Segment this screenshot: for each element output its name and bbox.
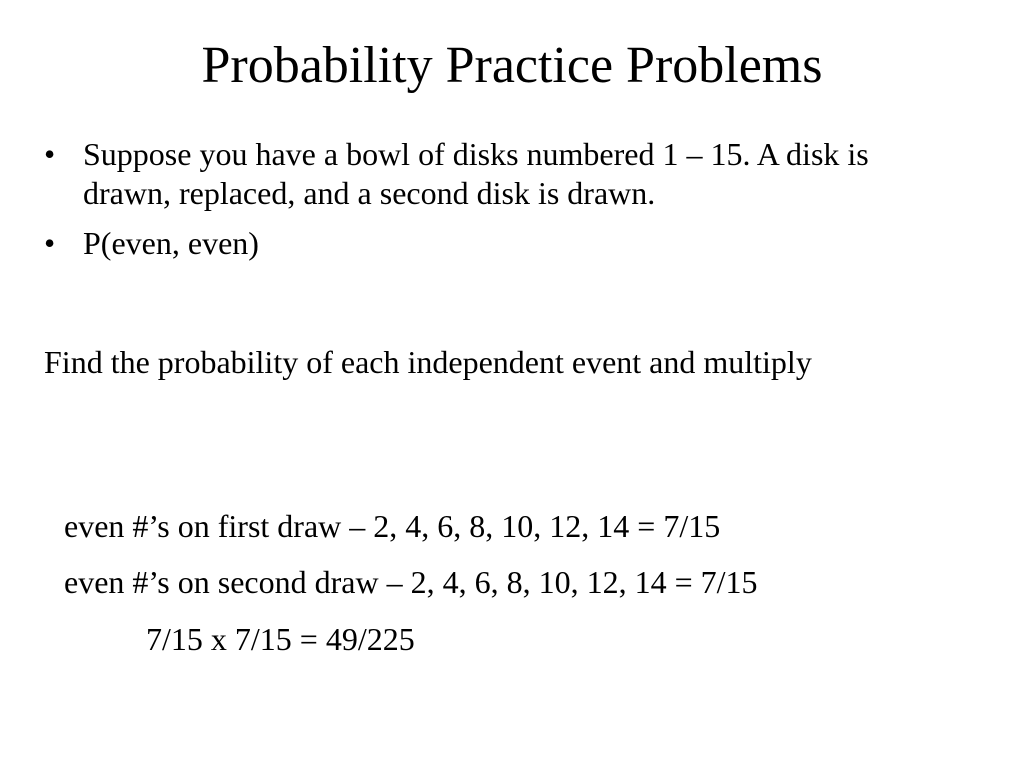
bullet-icon: • [44,136,56,172]
instruction-text: Find the probability of each independent event and multiply [44,344,812,380]
first-draw-line: even #’s on first draw – 2, 4, 6, 8, 10, 12, 14 = 7/15 [64,508,721,544]
product-line: 7/15 x 7/15 = 49/225 [146,621,415,657]
event-notation: P(even, even) [83,225,259,261]
bullet-list [44,135,944,274]
problem-statement: Suppose you have a bowl of disks numbered 1 – 15. A disk is drawn, replaced, and a second disk is drawn. [83,136,869,211]
bullet-icon: • [44,225,56,261]
bullet-item-problem [44,135,944,213]
second-draw-line: even #’s on second draw – 2, 4, 6, 8, 10, 12, 14 = 7/15 [64,564,758,600]
bullet-item-event [44,224,944,263]
slide-title: Probability Practice Problems [201,37,823,94]
